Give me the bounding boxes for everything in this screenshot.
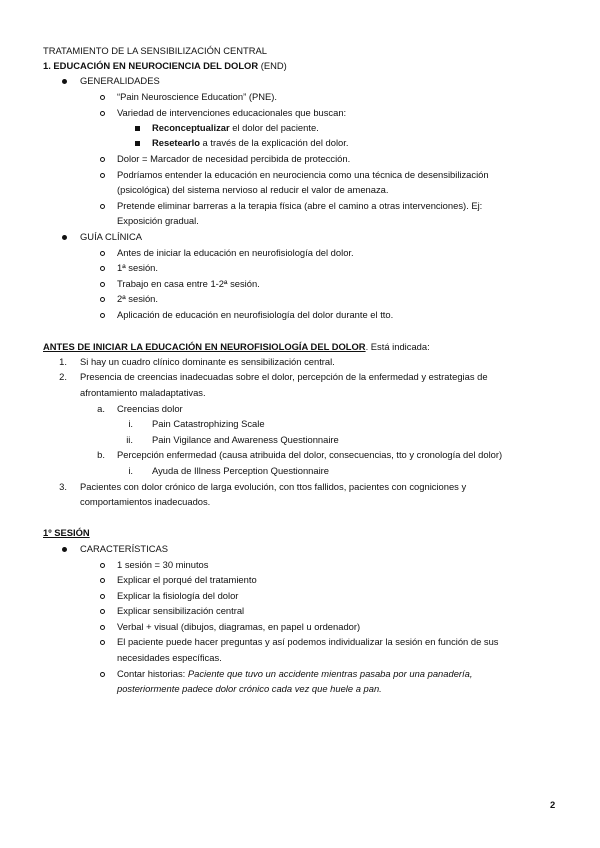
list-item <box>117 668 472 680</box>
story-text-continuation: posteriormente padece dolor crónico cada vez que huele a pan. <box>117 683 382 694</box>
list-item: 2ª sesión. <box>117 293 158 304</box>
numbered-item: Si hay un cuadro clínico dominante es sensibilización central. <box>80 356 335 367</box>
caracteristicas-label: CARACTERÍSTICAS <box>80 543 169 554</box>
list-roman: i. <box>128 418 133 429</box>
section-2-heading-bold: ANTES DE INICIAR LA EDUCACIÓN EN NEUROFISIOLOGÍA DEL DOLOR <box>43 341 366 352</box>
circle-bullet <box>100 251 105 256</box>
list-item: Explicar el porqué del tratamiento <box>117 574 257 585</box>
disc-bullet <box>62 547 67 552</box>
list-item: Podríamos entender la educación en neurociencia como una técnica de desensibilización <box>117 169 489 180</box>
story-text: Paciente que tuvo un accidente mientras pasaba por una panadería, <box>187 668 473 679</box>
list-item <box>152 122 319 134</box>
list-roman: ii. <box>126 434 133 445</box>
list-item-rest: el dolor del paciente. <box>229 122 319 133</box>
list-item-continuation: necesidades específicas. <box>117 652 222 663</box>
lettered-item: Creencias dolor <box>117 403 183 414</box>
list-item: Trabajo en casa entre 1-2ª sesión. <box>117 278 260 289</box>
circle-bullet <box>100 204 105 209</box>
list-item: Explicar sensibilización central <box>117 605 245 616</box>
list-number: 1. <box>59 356 67 367</box>
list-roman: i. <box>128 465 133 476</box>
section-3-heading: 1º SESIÓN <box>43 527 90 538</box>
square-bullet <box>135 126 140 131</box>
disc-bullet <box>62 235 67 240</box>
emphasis: Resetearlo <box>152 137 200 148</box>
numbered-item: Presencia de creencias inadecuadas sobre el dolor, percepción de la enfermedad y estrategias de <box>80 371 488 382</box>
circle-bullet <box>100 282 105 287</box>
square-bullet <box>135 141 140 146</box>
document-title: TRATAMIENTO DE LA SENSIBILIZACIÓN CENTRAL <box>43 45 267 56</box>
numbered-item-continuation: comportamientos inadecuados. <box>80 496 211 507</box>
list-item: Explicar la fisiología del dolor <box>117 590 239 601</box>
circle-bullet <box>100 157 105 162</box>
circle-bullet <box>100 563 105 568</box>
section-1-heading-rest: (END) <box>258 60 287 71</box>
generalidades-label: GENERALIDADES <box>80 75 160 86</box>
list-item-continuation: (psicológica) del sistema nervioso al reducir el valor de amenaza. <box>117 184 389 195</box>
list-item: 1 sesión = 30 minutos <box>117 559 209 570</box>
list-item <box>152 137 348 149</box>
circle-bullet <box>100 672 105 677</box>
section-1-heading <box>43 60 287 72</box>
lettered-item: Percepción enfermedad (causa atribuida del dolor, consecuencias, tto y cronología del dolor) <box>117 449 503 460</box>
guia-clinica-label: GUÍA CLÍNICA <box>80 231 142 242</box>
circle-bullet <box>100 625 105 630</box>
circle-bullet <box>100 266 105 271</box>
circle-bullet <box>100 609 105 614</box>
circle-bullet <box>100 578 105 583</box>
page-number: 2 <box>550 799 556 810</box>
roman-item: Pain Catastrophizing Scale <box>152 418 265 429</box>
list-item: “Pain Neuroscience Education” (PNE). <box>117 91 277 102</box>
circle-bullet <box>100 111 105 116</box>
list-item-rest: a través de la explicación del dolor. <box>199 137 349 148</box>
list-number: 2. <box>59 371 67 382</box>
list-item: Variedad de intervenciones educacionales que buscan: <box>117 107 347 118</box>
roman-item: Ayuda de Illness Perception Questionnaire <box>152 465 330 476</box>
section-1-heading-bold: 1. EDUCACIÓN EN NEUROCIENCIA DEL DOLOR <box>43 60 259 71</box>
circle-bullet <box>100 640 105 645</box>
circle-bullet <box>100 313 105 318</box>
numbered-item: Pacientes con dolor crónico de larga evolución, con ttos fallidos, pacientes con cogniciones y <box>80 481 467 492</box>
circle-bullet <box>100 173 105 178</box>
list-item-continuation: Exposición gradual. <box>117 215 199 226</box>
list-item: Dolor = Marcador de necesidad percibida de protección. <box>117 153 351 164</box>
circle-bullet <box>100 594 105 599</box>
emphasis: Reconceptualizar <box>152 122 230 133</box>
list-item: Antes de iniciar la educación en neurofisiología del dolor. <box>117 247 354 258</box>
circle-bullet <box>100 297 105 302</box>
list-item: Aplicación de educación en neurofisiología del dolor durante el tto. <box>117 309 394 320</box>
section-2-heading-rest: . Está indicada: <box>365 341 430 352</box>
roman-item: Pain Vigilance and Awareness Questionnaire <box>152 434 339 445</box>
list-item: 1ª sesión. <box>117 262 158 273</box>
story-label: Contar historias: <box>117 668 188 679</box>
list-letter: b. <box>97 449 105 460</box>
section-2-heading <box>43 341 430 353</box>
list-number: 3. <box>59 481 67 492</box>
list-item: Verbal + visual (dibujos, diagramas, en papel u ordenador) <box>117 621 361 632</box>
numbered-item-continuation: afrontamiento maladaptativas. <box>80 387 206 398</box>
circle-bullet <box>100 95 105 100</box>
list-letter: a. <box>97 403 105 414</box>
list-item: Pretende eliminar barreras a la terapia física (abre el camino a otras intervenciones). Ej: <box>117 200 483 211</box>
disc-bullet <box>62 79 67 84</box>
list-item: El paciente puede hacer preguntas y así podemos individualizar la sesión en función de sus <box>117 636 499 647</box>
